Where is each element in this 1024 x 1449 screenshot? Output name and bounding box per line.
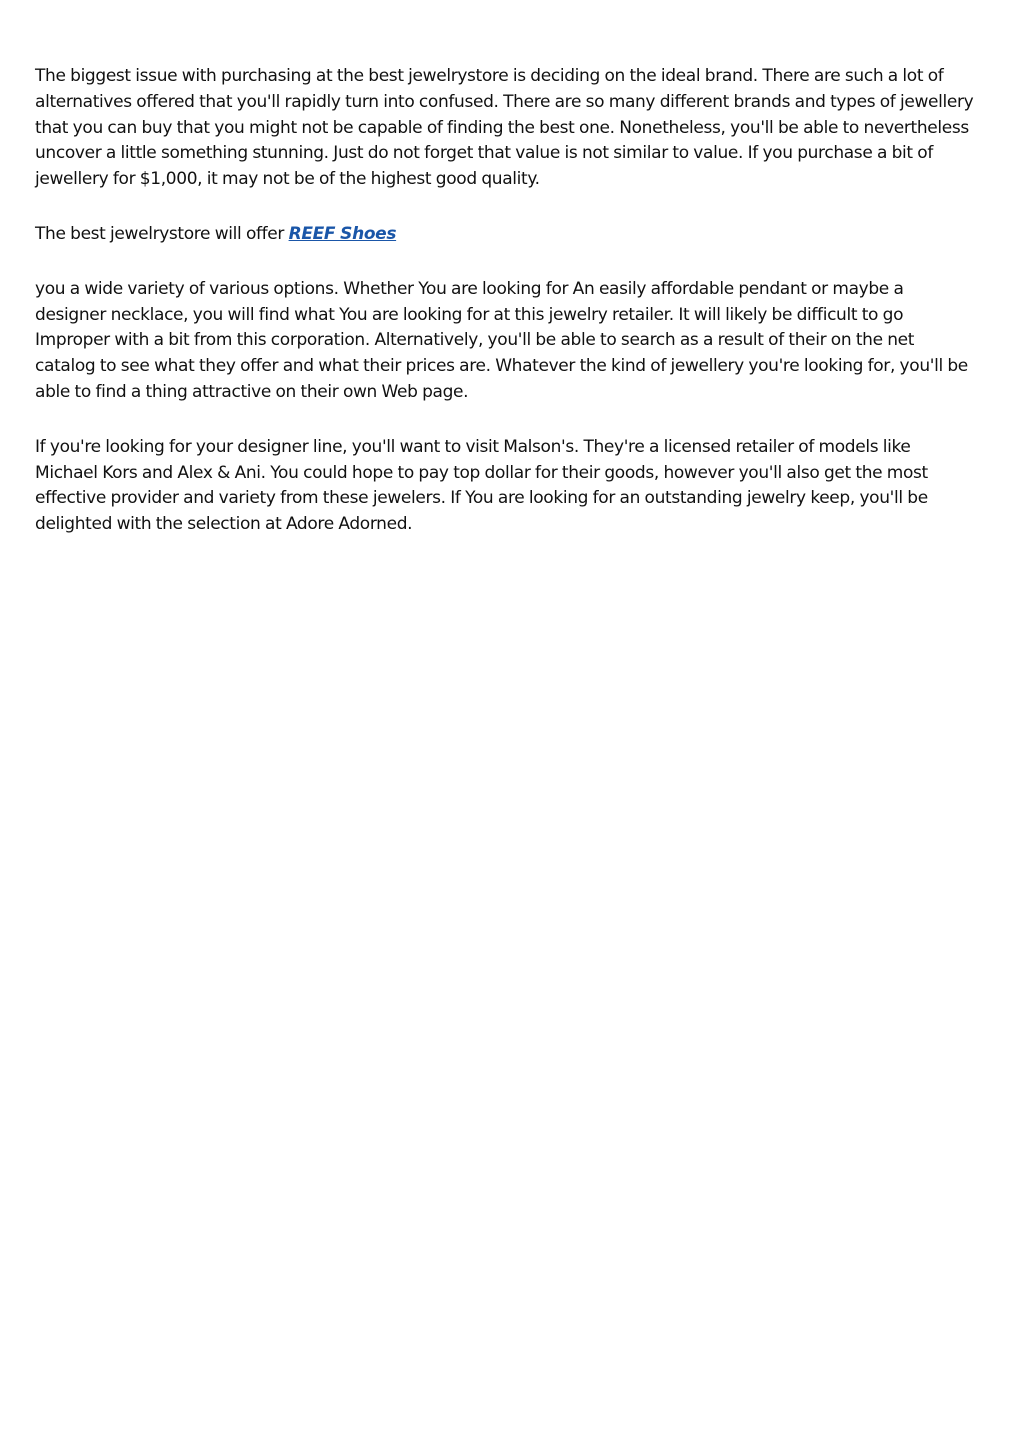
paragraph-intro: The biggest issue with purchasing at the best jewelrystore is deciding on the ideal brand. There are such a lot of alternatives offered that you'll rapidly turn into confused. There are so many different brands and types of jewellery that you can buy that you might not be capable of finding the best one. Nonetheless, you'll be able to nevertheless uncover a little something stunning. Just do not forget that value is not similar to value. If you purchase a bit of jewellery for $1,000, it may not be of the highest good quality. [35,66,974,190]
paragraph-options: you a wide variety of various options. Whether You are looking for An easily affordable pendant or maybe a designer necklace, you will find what You are looking for at this jewelry retailer. It will likely be difficult to go Improper with a bit from this corporation. Alternatively, you'll be able to search as a result of their on the net catalog to see what they offer and what their prices are. Whatever the kind of jewellery you're looking for, you'll be able to find a thing attractive on their own Web page. [35,278,968,402]
paragraph-offer [35,222,975,248]
reef-shoes-link[interactable]: REEF Shoes [288,223,397,244]
paragraph-designer-line: If you're looking for your designer line, you'll want to visit Malson's. They're a licensed retailer of models like Michael Kors and Alex & Ani. You could hope to pay top dollar for their goods, however you'll also get the most effective provider and variety from these jewelers. If You are looking for an outstanding jewelry keep, you'll be delighted with the selection at Adore Adorned. [35,436,928,535]
paragraph-offer-text: The best jewelrystore will offer [35,223,289,244]
document-body [35,64,975,538]
